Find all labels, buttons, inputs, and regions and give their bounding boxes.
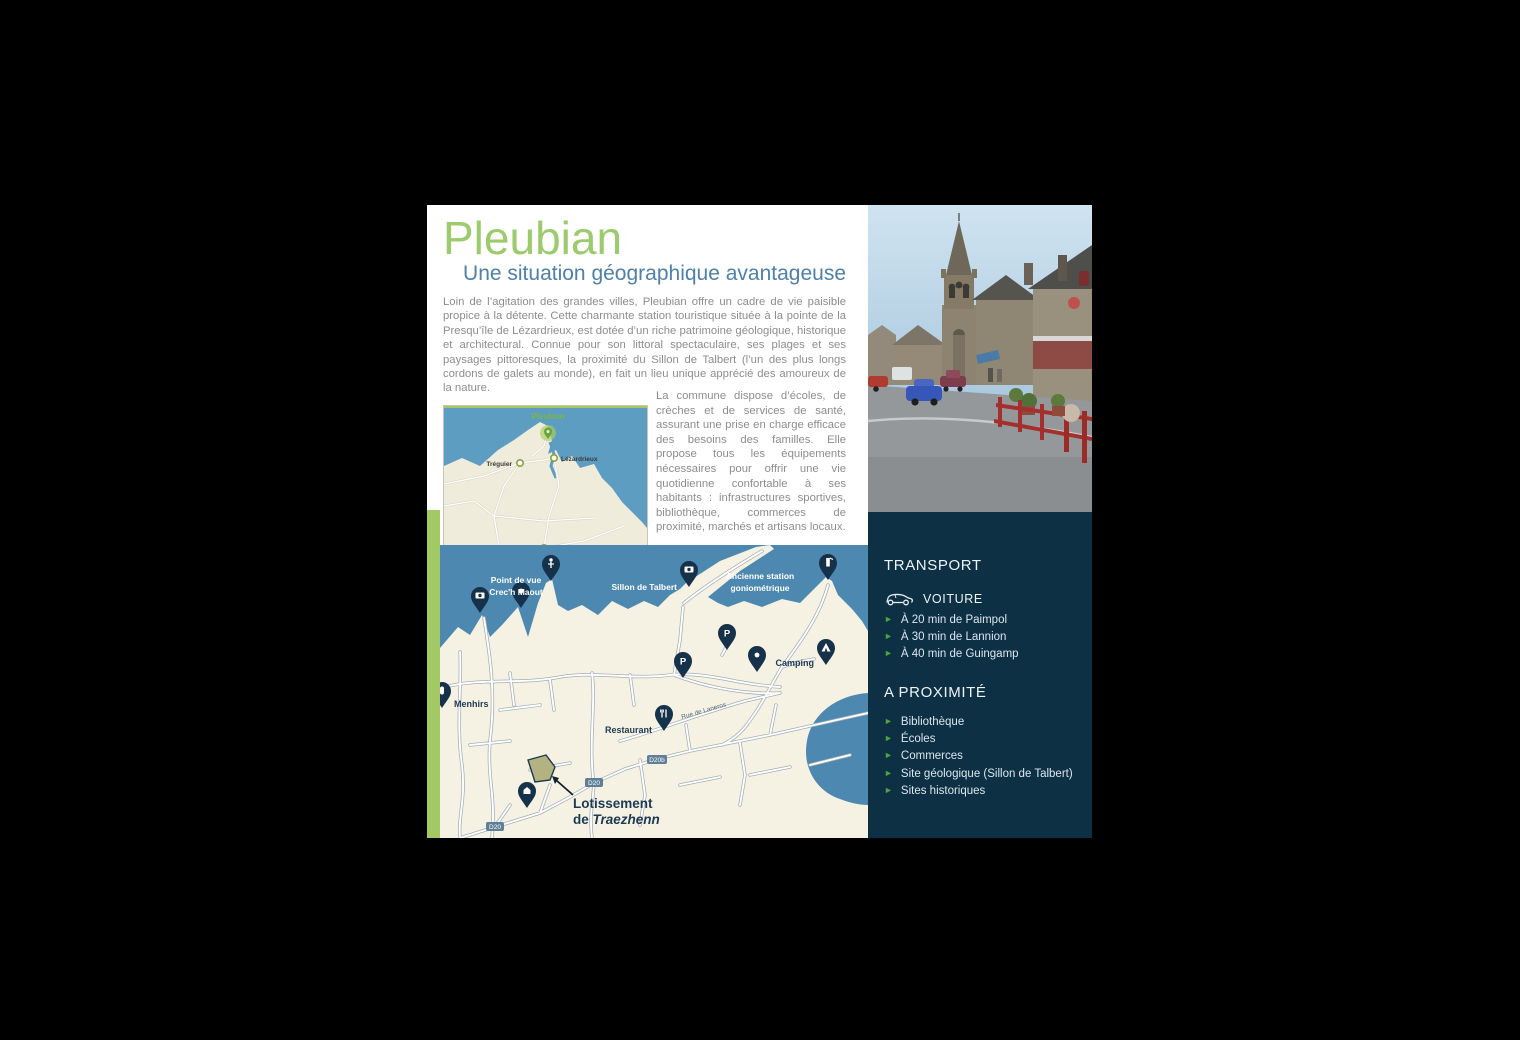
bullet-arrow-icon: ► — [884, 614, 893, 624]
label-station-2: goniométrique — [730, 583, 790, 593]
label-point-de-vue-1: Point de vue — [490, 575, 542, 585]
label-menhirs: Menhirs — [454, 699, 489, 709]
svg-text:P: P — [723, 628, 731, 640]
bullet-arrow-icon: ► — [884, 716, 893, 726]
transport-list — [884, 615, 1019, 667]
svg-text:P: P — [679, 656, 687, 668]
list-item: ► Bibliothèque — [884, 716, 965, 728]
label-traezhenn: de Traezhenn — [573, 812, 660, 827]
site-label — [573, 796, 660, 827]
transport-mode-label: VOITURE — [923, 592, 983, 606]
label-station-1: Ancienne station — [725, 571, 795, 581]
page-title: Pleubian — [443, 212, 623, 264]
transport-heading: TRANSPORT — [884, 557, 982, 574]
locator-label-treguier: Tréguier — [486, 461, 512, 468]
car-icon — [884, 592, 914, 606]
proximity-list — [884, 717, 1073, 803]
info-panel — [868, 512, 1092, 838]
label-sillon: Sillon de Talbert — [611, 582, 677, 592]
road-badge-d20b — [647, 755, 667, 764]
list-item: ► Site géologique (Sillon de Talbert) — [884, 767, 1073, 780]
treguier-marker — [517, 460, 523, 466]
list-item: ► À 40 min de Guingamp — [884, 648, 1019, 661]
commune-map — [440, 545, 868, 838]
label-lotissement: Lotissement — [573, 796, 653, 811]
brochure-page — [427, 205, 1092, 838]
intro-paragraph: Loin de l’agitation des grandes villes, Pleubian offre un cadre de vie paisible propice à la détente. Cette charmante station touristique située à la pointe de la Presqu’île de Lézardrieux, est dotée d’un riche patrimoine géologique, historique et architectural. Connue pour son littoral spectaculaire, ses plages et ses paysages pittoresques, la proximité du Sillon de Talbert (l’un des plus longs cordons de galets au monde), en fait un lieu unique apprécié des amoureux de la nature. — [443, 296, 846, 395]
label-point-de-vue-2: Crec'h Maout — [489, 587, 543, 597]
bullet-arrow-icon: ► — [884, 784, 893, 795]
services-paragraph: La commune dispose d’écoles, de crèches et de services de santé, assurant une prise en charge efficace des besoins des familles. Elle propose tous les équipements nécessaires pour offrir une vie quotidienne confortable à ses habitants : infrastructures sportives, bibliothèque, commerces de proximité, marchés et artisans locaux. — [656, 390, 846, 534]
street-label: Rue de Laneros — [680, 701, 728, 721]
village-street-photo — [868, 205, 1092, 512]
bullet-arrow-icon: ► — [884, 648, 893, 659]
bullet-arrow-icon: ► — [884, 750, 893, 761]
accent-stripe — [427, 510, 440, 838]
commune-map-canvas — [440, 545, 868, 838]
street-foreground — [868, 457, 1092, 512]
locator-top-border — [444, 406, 647, 408]
svg-text:D20: D20 — [489, 824, 501, 831]
page-subtitle: Une situation géographique avantageuse — [463, 262, 846, 285]
list-item: ► À 30 min de Lannion — [884, 631, 1007, 644]
lezardrieux-marker — [551, 455, 557, 461]
region-locator-map — [443, 405, 648, 560]
label-camping: Camping — [775, 658, 814, 668]
photo-illustration — [868, 205, 1092, 512]
bullet-arrow-icon: ► — [884, 733, 893, 744]
list-item: ► Commerces — [884, 750, 963, 763]
list-item: ► À 20 min de Paimpol — [884, 614, 1008, 626]
bullet-arrow-icon: ► — [884, 767, 893, 778]
list-item: ► Écoles — [884, 733, 936, 746]
road-badge-d20-left — [486, 822, 504, 831]
list-item: ► Sites historiques — [884, 784, 986, 797]
svg-text:D20b: D20b — [649, 757, 665, 764]
locator-label-pleubian: Pleubian — [531, 412, 565, 421]
proximity-heading: A PROXIMITÉ — [884, 684, 987, 701]
transport-mode-row — [884, 592, 983, 606]
locator-map-canvas — [444, 406, 647, 559]
label-restaurant: Restaurant — [604, 725, 652, 735]
svg-text:D20: D20 — [588, 780, 600, 787]
locator-label-lezardrieux: Lézardrieux — [561, 456, 598, 463]
bullet-arrow-icon: ► — [884, 631, 893, 642]
road-badge-d20-mid — [585, 778, 603, 787]
